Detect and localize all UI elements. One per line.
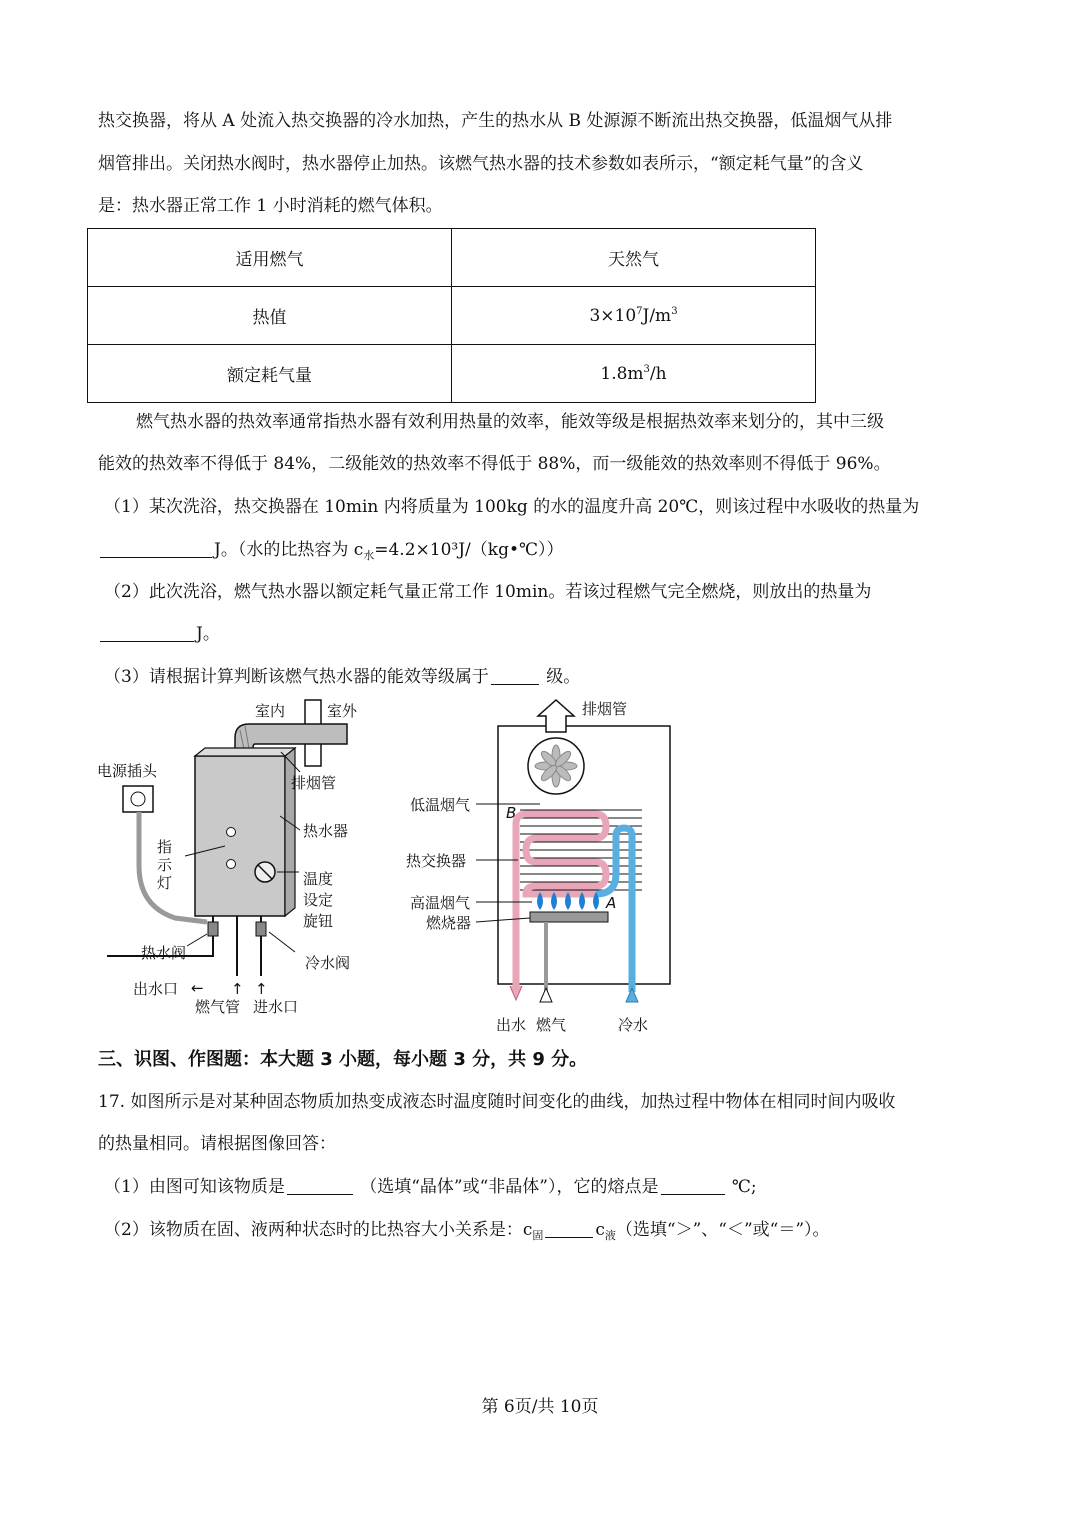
text: （3）请根据计算判断该燃气热水器的能效等级属于 — [104, 667, 489, 687]
label-exchanger: 热交换器 — [406, 852, 467, 870]
table-cell — [452, 287, 816, 345]
label-inlet: 进水口 — [253, 998, 299, 1016]
cell-sup: 3 — [643, 363, 650, 375]
arrow-down-icon — [510, 986, 522, 1000]
leader-line — [187, 934, 207, 946]
arrow-up-icon: ↑ — [231, 980, 244, 998]
intro-line-3: 是：热水器正常工作 1 小时消耗的燃气体积。 — [98, 196, 443, 216]
cell-text: 3×10 — [589, 305, 637, 326]
text: （2）该物质在固、液两种状态时的比热容大小关系是：c — [104, 1220, 533, 1240]
burner — [530, 912, 608, 922]
table-cell — [452, 345, 816, 403]
intro-line-2: 烟管排出。关闭热水阀时，热水器停止加热。该燃气热水器的技术参数如表所示，“额定耗气量”的含义 — [98, 154, 864, 174]
cold-valve — [256, 922, 266, 936]
text: 级。 — [546, 667, 581, 687]
answer-blank[interactable] — [661, 1176, 725, 1195]
table-row — [88, 229, 816, 287]
answer-blank[interactable] — [545, 1219, 593, 1238]
label-high-smoke: 高温烟气 — [410, 894, 471, 912]
indicator-light — [227, 828, 236, 837]
q16-part-1: （1）某次洗浴，热交换器在 10min 内将质量为 100kg 的水的温度升高 20℃，则该过程中水吸收的热量为 — [104, 497, 920, 517]
arrow-left-icon: ← — [191, 979, 204, 997]
efficiency-line-2: 能效的热效率不得低于 84%，二级能效的热效率不得低于 88%，而一级能效的热效率则不得低于 96%。 — [98, 454, 891, 474]
label-burner: 燃烧器 — [426, 914, 472, 932]
heater-top — [195, 748, 295, 756]
heater-external-figure — [95, 696, 375, 1026]
arrow-up-icon — [626, 988, 638, 1002]
label-cold-water: 冷水 — [618, 1016, 649, 1034]
cell-text: 1.8m — [600, 363, 644, 384]
socket — [131, 792, 145, 806]
label-gas: 燃气 — [536, 1016, 567, 1034]
arrow-up-icon: ↑ — [255, 980, 268, 998]
hot-valve — [208, 922, 218, 936]
cell-sup: 3 — [671, 305, 678, 317]
arrow-up-icon — [540, 988, 552, 1002]
spec-table — [87, 228, 816, 403]
label-knob: 设定 — [303, 891, 334, 909]
q17-part-1 — [104, 1175, 757, 1199]
label-outlet: 出水口 — [133, 980, 179, 998]
table-cell: 天然气 — [452, 229, 816, 287]
subscript: 水 — [363, 549, 375, 562]
label-heater: 热水器 — [303, 822, 349, 840]
leader-line — [269, 932, 295, 952]
subscript: 液 — [604, 1229, 616, 1242]
text: J。 — [196, 624, 220, 644]
table-row — [88, 287, 816, 345]
table-row — [88, 345, 816, 403]
indicator-light — [227, 860, 236, 869]
label-knob: 温度 — [303, 870, 334, 888]
text: （选填“晶体”或“非晶体”），它的熔点是 — [360, 1177, 659, 1197]
label-cold-valve: 冷水阀 — [305, 954, 351, 972]
text: （1）由图可知该物质是 — [104, 1177, 285, 1197]
label-outdoor: 室外 — [327, 702, 358, 720]
label-indicator: 示 — [157, 856, 173, 874]
answer-blank[interactable] — [100, 539, 212, 558]
cell-text: J/m — [642, 305, 672, 326]
text: =4.2×10³J/（kg•℃）） — [374, 540, 564, 560]
cell-sup: 7 — [636, 305, 643, 317]
table-cell: 额定耗气量 — [88, 345, 452, 403]
answer-blank[interactable] — [491, 666, 539, 685]
q17-line-1: 17. 如图所示是对某种固态物质加热变成液态时温度随时间变化的曲线，加热过程中物体在相同时间内吸收 — [98, 1092, 896, 1112]
q16-part-2: （2）此次洗浴，燃气热水器以额定耗气量正常工作 10min。若该过程燃气完全燃烧，则放出的热量为 — [104, 582, 872, 602]
answer-blank[interactable] — [287, 1176, 353, 1195]
text: ℃; — [731, 1177, 757, 1197]
q17-line-2: 的热量相同。请根据图像回答： — [98, 1134, 336, 1154]
label-indicator: 指 — [157, 838, 173, 856]
label-gas-pipe: 燃气管 — [195, 998, 241, 1016]
label-flue: 排烟管 — [582, 700, 628, 718]
label-flue: 排烟管 — [291, 774, 337, 792]
q16-part-2b — [98, 622, 220, 646]
heater-internal-figure — [400, 696, 700, 1036]
page-number: 第 6页/共 10页 — [481, 1397, 599, 1417]
table-cell: 适用燃气 — [88, 229, 452, 287]
subscript: 固 — [532, 1229, 544, 1242]
cell-text: /h — [649, 363, 667, 384]
intro-line-1: 热交换器，将从 A 处流入热交换器的冷水加热，产生的热水从 B 处源源不断流出热交换器，低温烟气从排 — [98, 111, 893, 131]
label-b: B — [506, 804, 517, 822]
text: J。（水的比热容为 c — [214, 540, 364, 560]
table-cell: 热值 — [88, 287, 452, 345]
q16-part-1b — [98, 538, 564, 568]
q16-part-3 — [104, 665, 580, 689]
heater-body — [195, 756, 285, 916]
label-hot-valve: 热水阀 — [141, 944, 187, 962]
label-power-plug: 电源插头 — [97, 762, 158, 780]
text: c — [595, 1220, 605, 1240]
label-indoor: 室内 — [255, 702, 286, 720]
section-3-title: 三、识图、作图题：本大题 3 小题，每小题 3 分，共 9 分。 — [98, 1049, 588, 1070]
text: （选填“＞”、“＜”或“＝”）。 — [615, 1220, 830, 1240]
label-a: A — [606, 894, 617, 912]
label-water-out: 出水 — [496, 1016, 527, 1034]
label-low-smoke: 低温烟气 — [410, 796, 471, 814]
q17-part-2 — [104, 1218, 830, 1248]
efficiency-line-1: 燃气热水器的热效率通常指热水器有效利用热量的效率，能效等级是根据热效率来划分的，其中三级 — [136, 412, 884, 432]
label-knob: 旋钮 — [303, 912, 334, 930]
answer-blank[interactable] — [100, 623, 194, 642]
label-indicator: 灯 — [157, 874, 173, 892]
